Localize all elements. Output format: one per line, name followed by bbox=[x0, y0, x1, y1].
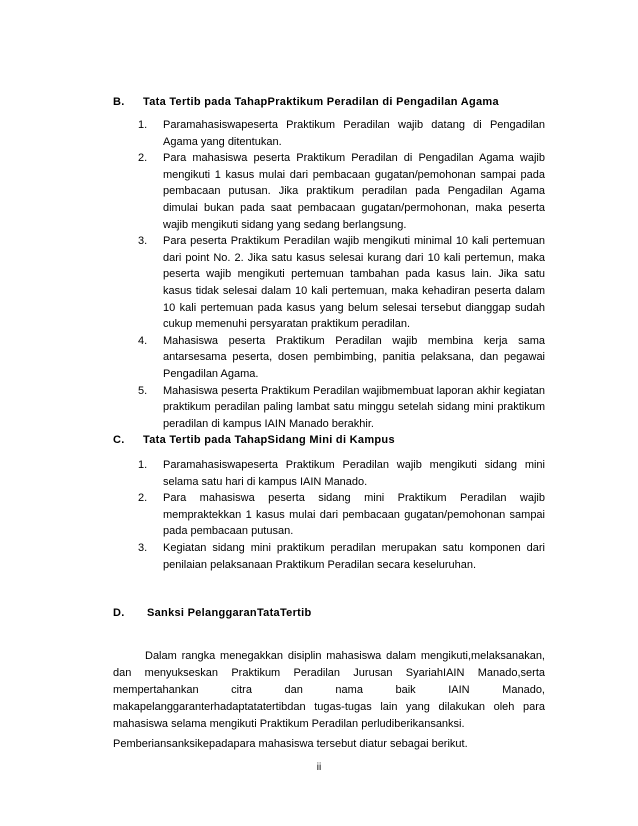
list-number: 1. bbox=[138, 459, 148, 471]
sanction-paragraph: Dalam rangka menegakkan disiplin mahasiswa dalam mengikuti,melaksanakan, dan menyukseskan Praktikum Peradilan Jurusan SyariahIAIN Manado,serta mempertahankan citra dan nama baik IAIN Manado, makapelanggaranterhadaptatatertibdan tugas-tugas lain yang dilakukan oleh para mahasiswa selama mengikuti Praktikum Peradilan perludiberikansanksi. bbox=[113, 650, 545, 730]
list-number: 5. bbox=[138, 384, 148, 397]
section-b-item-1 bbox=[138, 117, 545, 150]
section-c-title: Tata Tertib pada TahapSidang Mini di Kampus bbox=[143, 434, 395, 446]
section-c-heading bbox=[113, 434, 395, 446]
section-b-item-5 bbox=[138, 383, 545, 433]
section-c-item-2 bbox=[138, 490, 545, 540]
section-b-item-4 bbox=[138, 333, 545, 383]
section-c-item-1 bbox=[138, 457, 545, 490]
section-b-letter: B. bbox=[113, 96, 125, 108]
list-number: 4. bbox=[138, 334, 148, 347]
section-c-letter: C. bbox=[113, 434, 125, 446]
section-b-list bbox=[138, 117, 545, 432]
list-text: Para mahasiswa peserta Praktikum Peradilan di Pengadilan Agama wajib mengikuti 1 kasus mulai dari pembacaan gugatan/pemohonan sampai pada pembacaan putusan. Jika praktikum peradilan pada Pengadilan Agama dimulai bukan pada saat pembacaan gugatan/permohonan, maka peserta wajib mengikuti sidang yang sedang berlangsung. bbox=[163, 152, 545, 231]
section-b-title: Tata Tertib pada TahapPraktikum Peradilan di Pengadilan Agama bbox=[143, 96, 499, 108]
section-c-list bbox=[138, 457, 545, 573]
list-number: 2. bbox=[138, 152, 148, 165]
list-number: 3. bbox=[138, 235, 148, 248]
list-text: Para peserta Praktikum Peradilan wajib mengikuti minimal 10 kali pertemuan dari point No. 2. Jika satu kasus selesai kurang dari 10 kali pertemun, maka peserta wajib mengikuti pertemuan tambahan pada kasus lain. Jika satu kasus tidak selesai dalam 10 kali pertemuan, maka kehadiran peserta dalam 10 kali pertemuan pada kasus yang belum selesai tersebut dianggap sudah cukup memenuhi persyaratan praktikum peradilan. bbox=[163, 235, 545, 331]
section-c-item-3 bbox=[138, 540, 545, 573]
section-d-heading bbox=[113, 607, 311, 619]
list-text: Paramahasiswapeserta Praktikum Peradilan wajib mengikuti sidang mini selama satu hari di kampus IAIN Manado. bbox=[163, 459, 545, 488]
sanction-intro: Pemberiansanksikepadapara mahasiswa tersebut diatur sebagai berikut. bbox=[113, 738, 468, 750]
list-number: 3. bbox=[138, 541, 148, 554]
section-d-title: Sanksi PelanggaranTataTertib bbox=[147, 607, 312, 619]
page-number: ii bbox=[316, 762, 322, 773]
section-d-letter: D. bbox=[113, 607, 125, 619]
section-b-item-2 bbox=[138, 150, 545, 233]
list-text: Kegiatan sidang mini praktikum peradilan merupakan satu komponen dari penilaian pelaksanaan Praktikum Peradilan secara keseluruhan. bbox=[163, 541, 545, 571]
list-text: Paramahasiswapeserta Praktikum Peradilan wajib datang di Pengadilan Agama yang ditentukan. bbox=[163, 119, 545, 148]
list-number: 2. bbox=[138, 492, 148, 505]
list-number: 1. bbox=[138, 119, 148, 131]
section-b-heading bbox=[113, 96, 499, 108]
list-text: Para mahasiswa peserta sidang mini Praktikum Peradilan wajib mempraktekkan 1 kasus mulai dari pembacaan gugatan/pemohonan sampai pada pembacaan putusan. bbox=[163, 492, 545, 538]
list-text: Mahasiswa peserta Praktikum Peradilan wajibmembuat laporan akhir kegiatan praktikum peradilan paling lambat satu minggu setelah sidang mini praktikum peradilan di kampus IAIN Manado berakhir. bbox=[163, 384, 545, 430]
section-b-item-3 bbox=[138, 233, 545, 333]
list-text: Mahasiswa peserta Praktikum Peradilan wajib membina kerja sama antarsesama peserta, dosen pembimbing, panitia pelaksana, dan pegawai Pengadilan Agama. bbox=[163, 334, 545, 380]
